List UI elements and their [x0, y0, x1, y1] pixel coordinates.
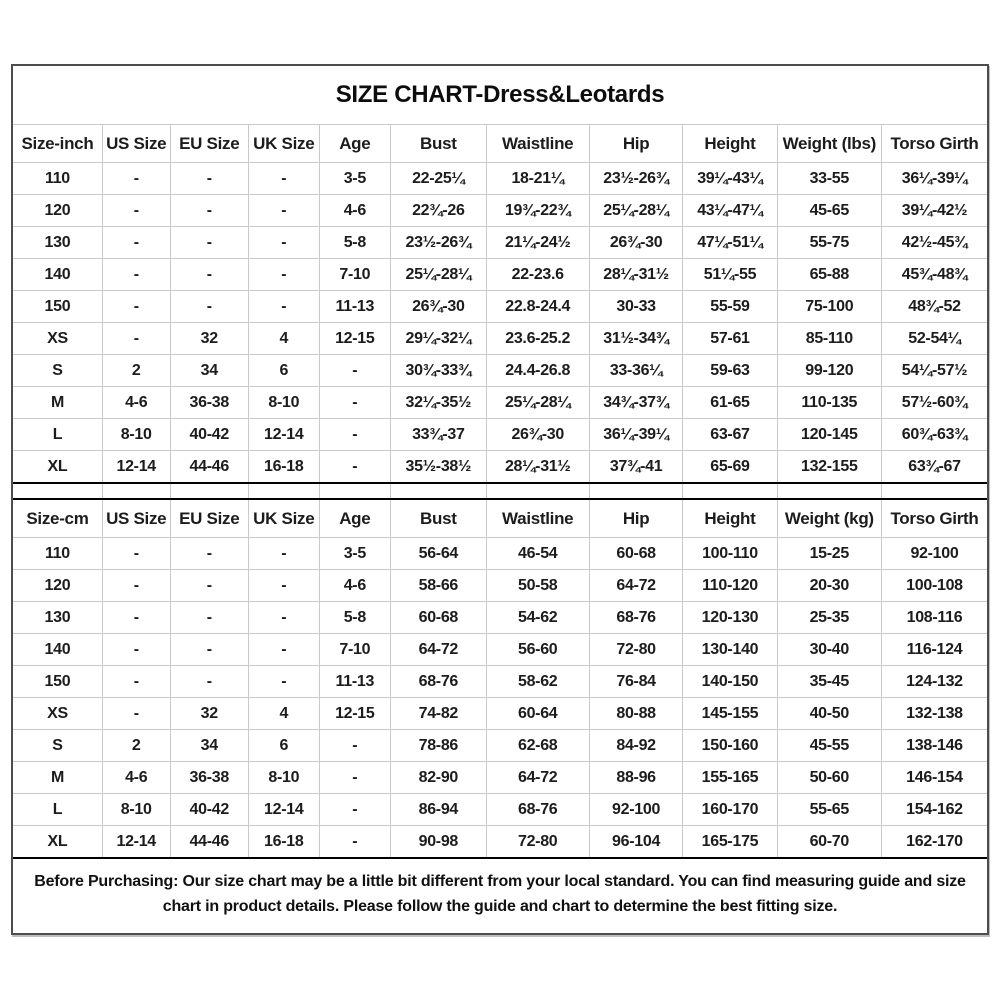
value-cell: 20-30: [777, 570, 881, 602]
value-cell: 45-55: [777, 730, 881, 762]
value-cell: 56-60: [486, 634, 589, 666]
value-cell: 34: [170, 355, 249, 387]
value-cell: 146-154: [881, 762, 987, 794]
value-cell: 150-160: [683, 730, 777, 762]
value-cell: -: [319, 419, 391, 451]
value-cell: -: [319, 826, 391, 859]
value-cell: 25¼-28¼: [391, 259, 486, 291]
value-cell: 63¾-67: [881, 451, 987, 484]
value-cell: 56-64: [391, 538, 486, 570]
value-cell: 4-6: [102, 387, 170, 419]
size-cell: M: [13, 762, 102, 794]
value-cell: 55-75: [777, 227, 881, 259]
table-row: [13, 794, 987, 826]
table-row: [13, 163, 987, 195]
value-cell: 40-42: [170, 794, 249, 826]
column-header: UK Size: [249, 125, 320, 163]
size-cell: 120: [13, 570, 102, 602]
value-cell: -: [249, 666, 320, 698]
table-row: [13, 634, 987, 666]
value-cell: 58-62: [486, 666, 589, 698]
value-cell: 31½-34¾: [589, 323, 682, 355]
value-cell: -: [102, 538, 170, 570]
value-cell: 42½-45¾: [881, 227, 987, 259]
value-cell: 100-108: [881, 570, 987, 602]
table-row: [13, 387, 987, 419]
value-cell: 4: [249, 698, 320, 730]
value-cell: 64-72: [589, 570, 682, 602]
value-cell: 36-38: [170, 762, 249, 794]
value-cell: 11-13: [319, 291, 391, 323]
value-cell: -: [102, 323, 170, 355]
value-cell: 40-50: [777, 698, 881, 730]
size-cell: 110: [13, 538, 102, 570]
value-cell: 30¾-33¾: [391, 355, 486, 387]
table-row: [13, 570, 987, 602]
column-header: Torso Girth: [881, 499, 987, 538]
value-cell: 26¾-30: [391, 291, 486, 323]
value-cell: 7-10: [319, 259, 391, 291]
size-cell: S: [13, 730, 102, 762]
table-row: [13, 826, 987, 859]
value-cell: 61-65: [683, 387, 777, 419]
value-cell: 4-6: [319, 570, 391, 602]
value-cell: 47¼-51¼: [683, 227, 777, 259]
value-cell: 99-120: [777, 355, 881, 387]
size-cell: 130: [13, 227, 102, 259]
value-cell: -: [102, 163, 170, 195]
value-cell: 54-62: [486, 602, 589, 634]
value-cell: 116-124: [881, 634, 987, 666]
value-cell: 74-82: [391, 698, 486, 730]
value-cell: 28¼-31½: [589, 259, 682, 291]
size-cell: 150: [13, 291, 102, 323]
value-cell: -: [170, 602, 249, 634]
value-cell: 28¼-31½: [486, 451, 589, 484]
value-cell: 5-8: [319, 602, 391, 634]
value-cell: 39¼-43¼: [683, 163, 777, 195]
table-row: [13, 602, 987, 634]
value-cell: 100-110: [683, 538, 777, 570]
value-cell: -: [249, 602, 320, 634]
column-header: Weight (lbs): [777, 125, 881, 163]
column-header: Bust: [391, 499, 486, 538]
value-cell: -: [102, 666, 170, 698]
value-cell: 76-84: [589, 666, 682, 698]
value-cell: 34: [170, 730, 249, 762]
value-cell: -: [102, 259, 170, 291]
value-cell: -: [249, 538, 320, 570]
value-cell: 60-70: [777, 826, 881, 859]
value-cell: 37¾-41: [589, 451, 682, 484]
value-cell: 162-170: [881, 826, 987, 859]
table-row: [13, 355, 987, 387]
table-row: [13, 227, 987, 259]
value-cell: 4: [249, 323, 320, 355]
value-cell: 120-145: [777, 419, 881, 451]
value-cell: 8-10: [249, 762, 320, 794]
column-header: Bust: [391, 125, 486, 163]
value-cell: -: [249, 291, 320, 323]
column-header: Height: [683, 125, 777, 163]
value-cell: 36¼-39¼: [589, 419, 682, 451]
spacer-cell: [486, 483, 589, 499]
size-cell: L: [13, 794, 102, 826]
value-cell: -: [170, 227, 249, 259]
value-cell: 7-10: [319, 634, 391, 666]
column-header: Weight (kg): [777, 499, 881, 538]
value-cell: 33¾-37: [391, 419, 486, 451]
value-cell: 138-146: [881, 730, 987, 762]
value-cell: -: [170, 634, 249, 666]
value-cell: 58-66: [391, 570, 486, 602]
value-cell: 22-25¼: [391, 163, 486, 195]
spacer-cell: [102, 483, 170, 499]
inch-table-header: [13, 125, 987, 163]
size-cell: 120: [13, 195, 102, 227]
size-cell: L: [13, 419, 102, 451]
value-cell: 60-68: [391, 602, 486, 634]
value-cell: 57-61: [683, 323, 777, 355]
spacer-cell: [881, 483, 987, 499]
table-row: [13, 419, 987, 451]
value-cell: -: [102, 195, 170, 227]
column-header: Hip: [589, 499, 682, 538]
value-cell: 86-94: [391, 794, 486, 826]
value-cell: 88-96: [589, 762, 682, 794]
size-cell: XS: [13, 698, 102, 730]
value-cell: 165-175: [683, 826, 777, 859]
spacer-cell: [391, 483, 486, 499]
size-chart-title: SIZE CHART-Dress&Leotards: [335, 81, 665, 108]
value-cell: 43¼-47¼: [683, 195, 777, 227]
value-cell: 15-25: [777, 538, 881, 570]
table-row: [13, 538, 987, 570]
value-cell: 12-14: [249, 794, 320, 826]
spacer-cell: [319, 483, 391, 499]
value-cell: 63-67: [683, 419, 777, 451]
column-header: Torso Girth: [881, 125, 987, 163]
column-header: EU Size: [170, 499, 249, 538]
value-cell: 72-80: [589, 634, 682, 666]
value-cell: 68-76: [589, 602, 682, 634]
value-cell: 23½-26¾: [391, 227, 486, 259]
value-cell: 3-5: [319, 538, 391, 570]
value-cell: 55-59: [683, 291, 777, 323]
table-row: [13, 698, 987, 730]
value-cell: -: [249, 570, 320, 602]
value-cell: 8-10: [102, 794, 170, 826]
value-cell: 16-18: [249, 826, 320, 859]
spacer-cell: [777, 483, 881, 499]
value-cell: -: [170, 570, 249, 602]
spacer-cell: [13, 483, 102, 499]
value-cell: -: [319, 730, 391, 762]
value-cell: 21¼-24½: [486, 227, 589, 259]
value-cell: 75-100: [777, 291, 881, 323]
value-cell: 26¾-30: [486, 419, 589, 451]
value-cell: 130-140: [683, 634, 777, 666]
table-row: [13, 323, 987, 355]
value-cell: -: [170, 291, 249, 323]
value-cell: -: [102, 634, 170, 666]
value-cell: 11-13: [319, 666, 391, 698]
spacer-cell: [683, 483, 777, 499]
value-cell: 25-35: [777, 602, 881, 634]
value-cell: 4-6: [319, 195, 391, 227]
value-cell: 57½-60¾: [881, 387, 987, 419]
value-cell: 30-33: [589, 291, 682, 323]
value-cell: 92-100: [881, 538, 987, 570]
spacer-cell: [589, 483, 682, 499]
table-row: [13, 259, 987, 291]
value-cell: -: [319, 794, 391, 826]
value-cell: 22.8-24.4: [486, 291, 589, 323]
value-cell: 2: [102, 355, 170, 387]
value-cell: 110-120: [683, 570, 777, 602]
value-cell: 52-54¼: [881, 323, 987, 355]
value-cell: 155-165: [683, 762, 777, 794]
value-cell: 39¼-42½: [881, 195, 987, 227]
value-cell: 45-65: [777, 195, 881, 227]
value-cell: -: [319, 355, 391, 387]
value-cell: 78-86: [391, 730, 486, 762]
size-cell: XL: [13, 826, 102, 859]
value-cell: 154-162: [881, 794, 987, 826]
value-cell: 72-80: [486, 826, 589, 859]
value-cell: 65-88: [777, 259, 881, 291]
value-cell: 44-46: [170, 451, 249, 484]
value-cell: 62-68: [486, 730, 589, 762]
column-header: Waistline: [486, 125, 589, 163]
value-cell: -: [249, 163, 320, 195]
cm-header-row: [13, 499, 987, 538]
table-row: [13, 451, 987, 484]
column-header: Age: [319, 125, 391, 163]
value-cell: 19¾-22¾: [486, 195, 589, 227]
column-header: Waistline: [486, 499, 589, 538]
value-cell: 26¾-30: [589, 227, 682, 259]
spacer-cell: [170, 483, 249, 499]
value-cell: 32: [170, 698, 249, 730]
size-cell: XS: [13, 323, 102, 355]
value-cell: 4-6: [102, 762, 170, 794]
value-cell: 132-138: [881, 698, 987, 730]
value-cell: -: [102, 227, 170, 259]
table-gap: [13, 483, 987, 499]
column-header: UK Size: [249, 499, 320, 538]
size-cell: 140: [13, 259, 102, 291]
value-cell: 50-58: [486, 570, 589, 602]
value-cell: -: [249, 227, 320, 259]
value-cell: 12-15: [319, 323, 391, 355]
value-cell: -: [319, 387, 391, 419]
inch-table-body: [13, 163, 987, 484]
value-cell: 50-60: [777, 762, 881, 794]
value-cell: 90-98: [391, 826, 486, 859]
value-cell: 60-64: [486, 698, 589, 730]
value-cell: 48¾-52: [881, 291, 987, 323]
value-cell: 30-40: [777, 634, 881, 666]
table-row: [13, 666, 987, 698]
value-cell: -: [319, 451, 391, 484]
value-cell: -: [102, 698, 170, 730]
value-cell: 16-18: [249, 451, 320, 484]
value-cell: 22-23.6: [486, 259, 589, 291]
value-cell: 5-8: [319, 227, 391, 259]
size-chart-table: [13, 124, 987, 859]
size-cell: 110: [13, 163, 102, 195]
value-cell: 34¾-37¾: [589, 387, 682, 419]
value-cell: 40-42: [170, 419, 249, 451]
value-cell: 12-14: [249, 419, 320, 451]
value-cell: 18-21¼: [486, 163, 589, 195]
spacer-cell: [249, 483, 320, 499]
value-cell: 35-45: [777, 666, 881, 698]
table-row: [13, 195, 987, 227]
column-header: Age: [319, 499, 391, 538]
size-cell: 150: [13, 666, 102, 698]
value-cell: 46-54: [486, 538, 589, 570]
value-cell: 3-5: [319, 163, 391, 195]
value-cell: 2: [102, 730, 170, 762]
value-cell: -: [249, 195, 320, 227]
value-cell: 68-76: [486, 794, 589, 826]
size-cell: 140: [13, 634, 102, 666]
value-cell: 54¼-57½: [881, 355, 987, 387]
size-chart-panel: [11, 64, 989, 935]
value-cell: 59-63: [683, 355, 777, 387]
value-cell: 12-15: [319, 698, 391, 730]
value-cell: 120-130: [683, 602, 777, 634]
cm-table-body: [13, 538, 987, 859]
value-cell: 64-72: [486, 762, 589, 794]
value-cell: 33-55: [777, 163, 881, 195]
value-cell: 145-155: [683, 698, 777, 730]
value-cell: 60¾-63¾: [881, 419, 987, 451]
value-cell: 160-170: [683, 794, 777, 826]
value-cell: 64-72: [391, 634, 486, 666]
cm-table-header: [13, 499, 987, 538]
value-cell: 23½-26¾: [589, 163, 682, 195]
size-cell: S: [13, 355, 102, 387]
value-cell: 65-69: [683, 451, 777, 484]
column-header: Size-cm: [13, 499, 102, 538]
value-cell: 25¼-28¼: [589, 195, 682, 227]
value-cell: 51¼-55: [683, 259, 777, 291]
value-cell: 92-100: [589, 794, 682, 826]
value-cell: -: [170, 163, 249, 195]
value-cell: 36-38: [170, 387, 249, 419]
value-cell: 25¼-28¼: [486, 387, 589, 419]
value-cell: 6: [249, 355, 320, 387]
value-cell: 8-10: [102, 419, 170, 451]
value-cell: 108-116: [881, 602, 987, 634]
size-cell: M: [13, 387, 102, 419]
value-cell: 60-68: [589, 538, 682, 570]
value-cell: 84-92: [589, 730, 682, 762]
value-cell: 124-132: [881, 666, 987, 698]
value-cell: -: [249, 259, 320, 291]
value-cell: -: [170, 259, 249, 291]
value-cell: 45¾-48¾: [881, 259, 987, 291]
value-cell: 132-155: [777, 451, 881, 484]
value-cell: 33-36¼: [589, 355, 682, 387]
value-cell: 29¼-32¼: [391, 323, 486, 355]
value-cell: -: [170, 666, 249, 698]
value-cell: -: [170, 195, 249, 227]
inch-header-row: [13, 125, 987, 163]
value-cell: 24.4-26.8: [486, 355, 589, 387]
value-cell: 110-135: [777, 387, 881, 419]
value-cell: -: [102, 570, 170, 602]
value-cell: 8-10: [249, 387, 320, 419]
value-cell: 36¼-39¼: [881, 163, 987, 195]
value-cell: 32¼-35½: [391, 387, 486, 419]
column-header: Size-inch: [13, 125, 102, 163]
size-cell: 130: [13, 602, 102, 634]
table-gap-row: [13, 483, 987, 499]
table-row: [13, 762, 987, 794]
value-cell: 32: [170, 323, 249, 355]
value-cell: 68-76: [391, 666, 486, 698]
column-header: US Size: [102, 499, 170, 538]
value-cell: 6: [249, 730, 320, 762]
value-cell: -: [319, 762, 391, 794]
value-cell: 44-46: [170, 826, 249, 859]
column-header: Height: [683, 499, 777, 538]
value-cell: 12-14: [102, 826, 170, 859]
value-cell: 12-14: [102, 451, 170, 484]
value-cell: 96-104: [589, 826, 682, 859]
value-cell: 35½-38½: [391, 451, 486, 484]
column-header: Hip: [589, 125, 682, 163]
purchase-note: Before Purchasing: Our size chart may be a little bit different from your local standard. You can find measuring guide and size chart in product details. Please follow the guide and chart to determine the best fitting size.: [34, 873, 966, 915]
column-header: US Size: [102, 125, 170, 163]
value-cell: 22¾-26: [391, 195, 486, 227]
value-cell: -: [170, 538, 249, 570]
value-cell: 55-65: [777, 794, 881, 826]
size-cell: XL: [13, 451, 102, 484]
value-cell: -: [249, 634, 320, 666]
value-cell: -: [102, 291, 170, 323]
value-cell: 140-150: [683, 666, 777, 698]
value-cell: 82-90: [391, 762, 486, 794]
value-cell: 80-88: [589, 698, 682, 730]
value-cell: 85-110: [777, 323, 881, 355]
value-cell: 23.6-25.2: [486, 323, 589, 355]
column-header: EU Size: [170, 125, 249, 163]
table-row: [13, 730, 987, 762]
value-cell: -: [102, 602, 170, 634]
table-row: [13, 291, 987, 323]
